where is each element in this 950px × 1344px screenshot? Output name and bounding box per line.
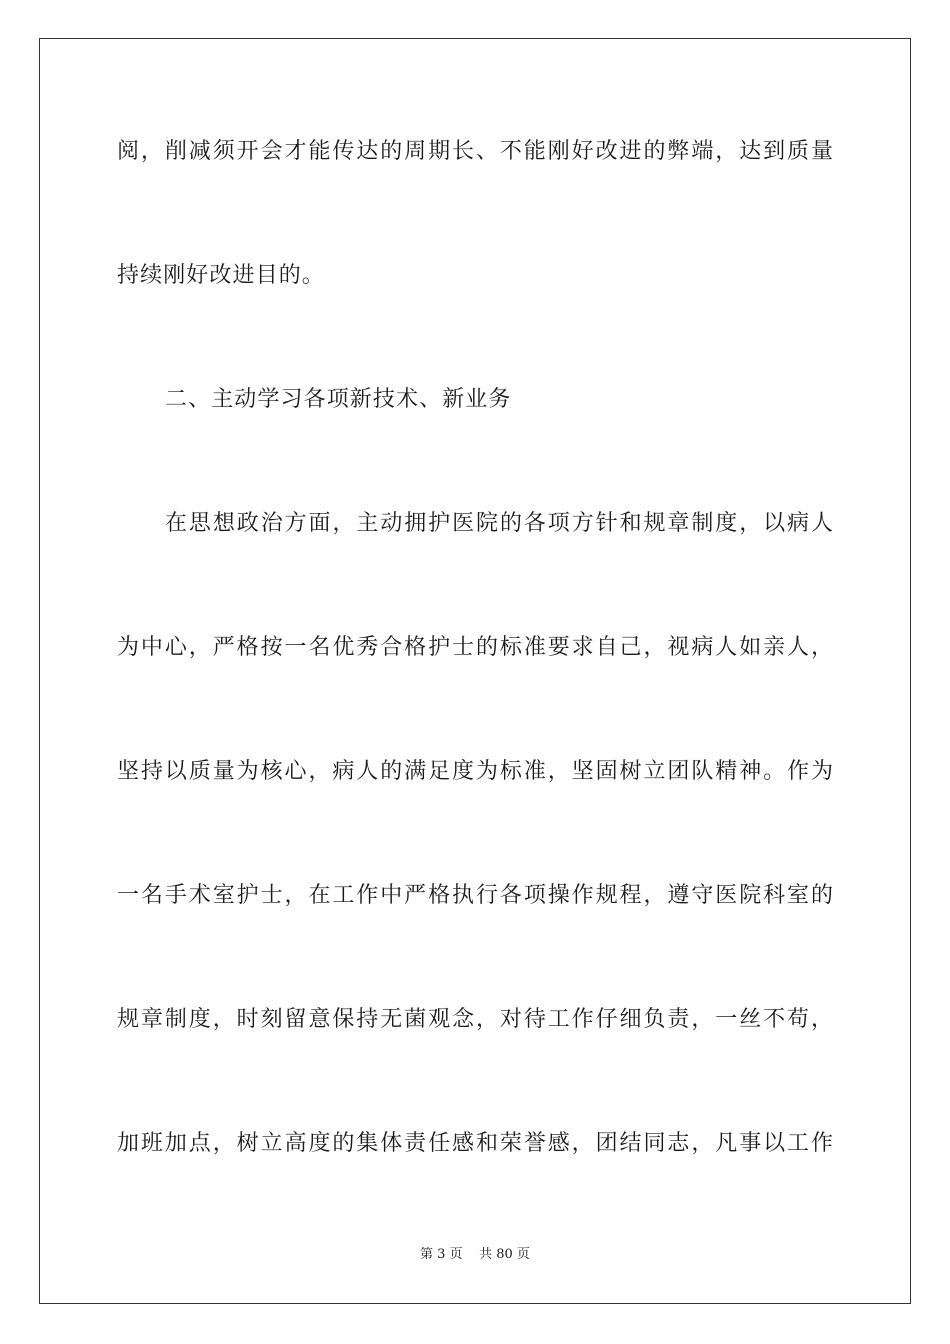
body-line-9: 加班加点，树立高度的集体责任感和荣誉感，团结同志，凡事以工作 — [117, 1131, 833, 1156]
body-line-2: 持续刚好改进目的。 — [117, 263, 325, 288]
page-total: 共 80 页 — [479, 1247, 530, 1262]
body-line-8: 规章制度，时刻留意保持无菌观念，对待工作仔细负责，一丝不苟， — [117, 1007, 833, 1032]
page-footer — [0, 1246, 950, 1264]
body-line-6: 坚持以质量为核心，病人的满足度为标准，坚固树立团队精神。作为 — [117, 759, 833, 784]
page-border — [39, 38, 911, 1304]
page-number: 第 3 页 — [420, 1247, 463, 1262]
section-heading: 二、主动学习各项新技术、新业务 — [165, 387, 512, 412]
body-line-1: 阅，削减须开会才能传达的周期长、不能刚好改进的弊端，达到质量 — [117, 139, 833, 164]
body-line-5: 为中心，严格按一名优秀合格护士的标准要求自己，视病人如亲人， — [117, 635, 833, 660]
body-line-7: 一名手术室护士，在工作中严格执行各项操作规程，遵守医院科室的 — [117, 883, 833, 908]
body-line-4: 在思想政治方面，主动拥护医院的各项方针和规章制度，以病人 — [165, 511, 833, 536]
